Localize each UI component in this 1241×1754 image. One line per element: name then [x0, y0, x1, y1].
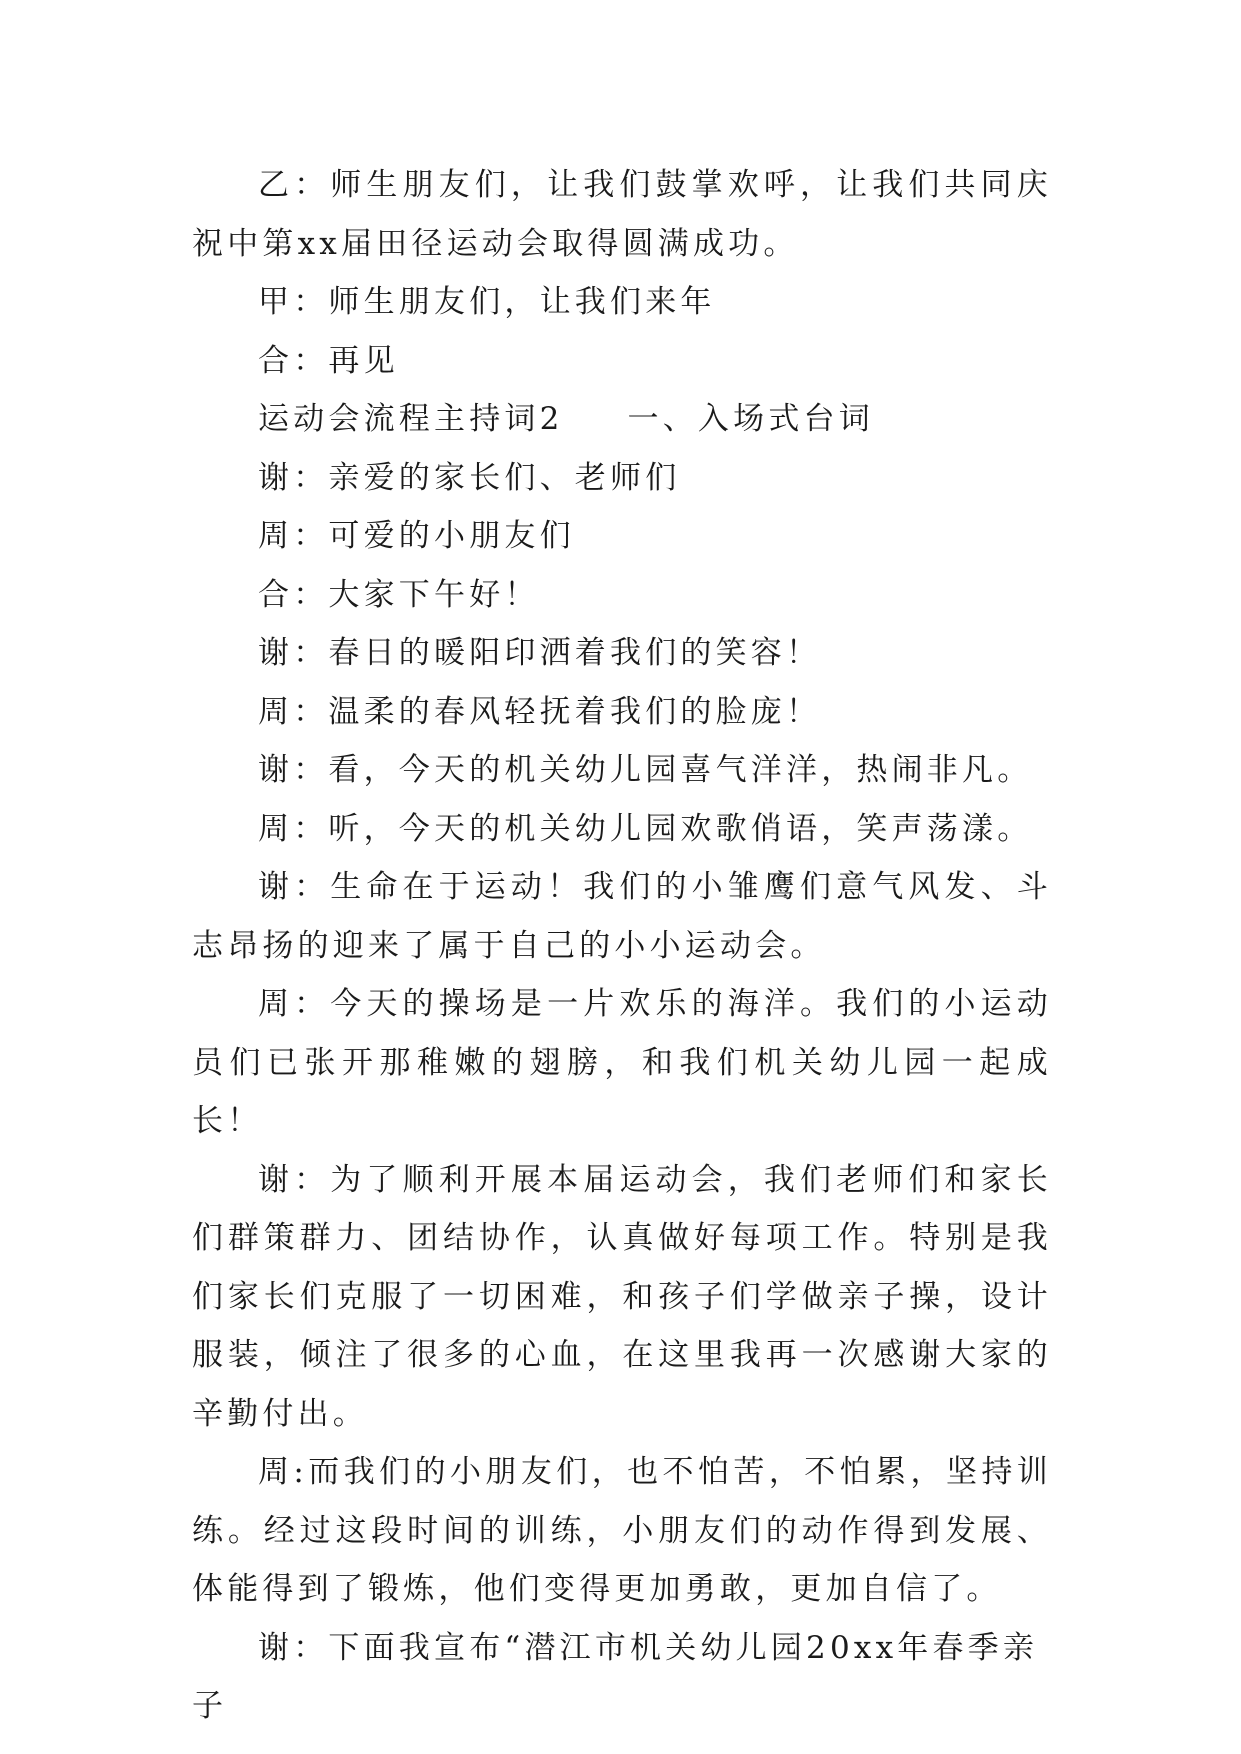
- document-body: [192, 156, 1052, 1736]
- paragraph-xie-sunshine: 谢：春日的暖阳印洒着我们的笑容！: [258, 635, 822, 671]
- paragraph-xie-thanks: 谢：为了顺利开展本届运动会，我们老师们和家长们群策群力、团结协作，认真做好每项工作。特别是我们家长们克服了一切困难，和孩子们学做亲子操，设计服装，倾注了很多的心血，在这里我再一次感谢大家的辛勤付出。: [192, 1161, 1052, 1432]
- section-subtitle: 一、入场式台词: [627, 401, 874, 437]
- paragraph-closing-yi: 乙：师生朋友们，让我们鼓掌欢呼，让我们共同庆祝中第xx届田径运动会取得圆满成功。: [192, 167, 1052, 262]
- paragraph-zhou-training: 周:而我们的小朋友们，也不怕苦，不怕累，坚持训练。经过这段时间的训练，小朋友们的动作得到发展、体能得到了锻炼，他们变得更加勇敢，更加自信了。: [192, 1454, 1052, 1607]
- section-title: 运动会流程主持词2: [258, 401, 564, 437]
- paragraph-xie-sports: 谢：生命在于运动！我们的小雏鹰们意气风发、斗志昂扬的迎来了属于自己的小小运动会。: [192, 869, 1052, 964]
- paragraph-closing-jia: 甲：师生朋友们，让我们来年: [258, 284, 716, 320]
- paragraph-zhou-greeting: 周：可爱的小朋友们: [258, 518, 575, 554]
- section-heading: [192, 390, 1052, 449]
- paragraph-zhou-breeze: 周：温柔的春风轻抚着我们的脸庞！: [258, 693, 822, 730]
- paragraph-xie-look: 谢：看，今天的机关幼儿园喜气洋洋，热闹非凡。: [258, 752, 1033, 788]
- paragraph-xie-announce: 谢：下面我宣布“潜江市机关幼儿园20xx年春季亲子: [192, 1629, 1039, 1724]
- paragraph-closing-he: 合：再见: [258, 342, 399, 379]
- paragraph-zhou-playground: 周：今天的操场是一片欢乐的海洋。我们的小运动员们已张开那稚嫩的翅膀，和我们机关幼儿园一起成长！: [192, 986, 1052, 1139]
- paragraph-zhou-listen: 周：听，今天的机关幼儿园欢歌俏语，笑声荡漾。: [258, 810, 1033, 847]
- paragraph-xie-greeting: 谢：亲爱的家长们、老师们: [258, 459, 681, 496]
- paragraph-he-greeting: 合：大家下午好！: [258, 576, 540, 613]
